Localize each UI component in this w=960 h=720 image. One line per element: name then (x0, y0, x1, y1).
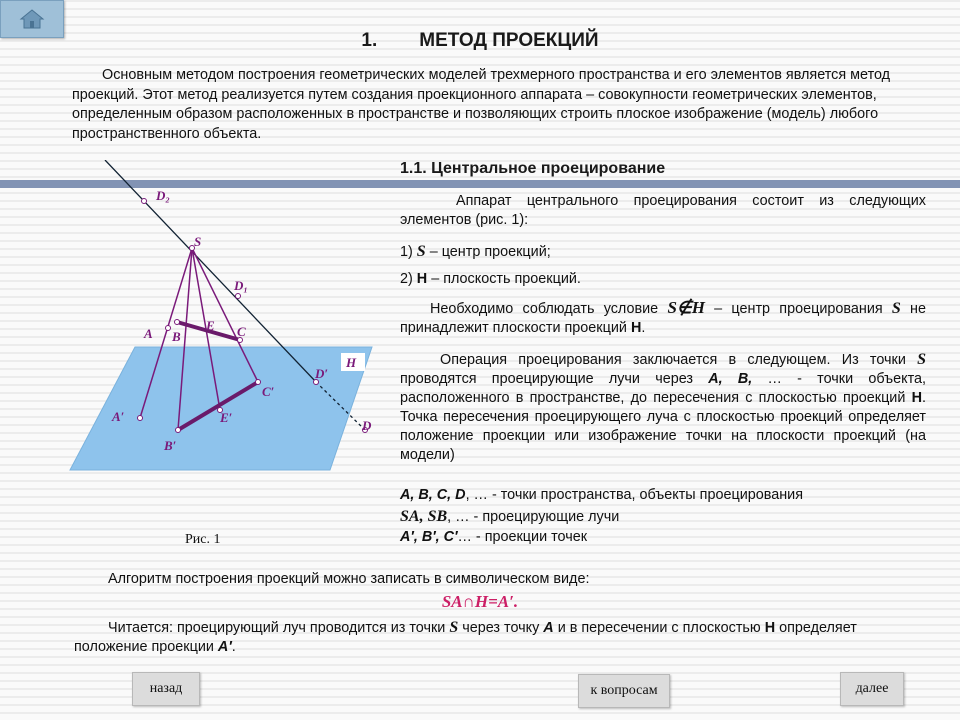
point-b1 (176, 428, 181, 433)
label-c1: C′ (262, 384, 275, 399)
legend-rays: SA, SB, … - проецирующие лучи (400, 508, 620, 525)
reading-paragraph: Читается: проецирующий луч проводится из точки S через точку A и в пересечении с плоскостью H определяет положение проекции A′. (74, 619, 857, 655)
label-a: A (144, 326, 153, 341)
legend-projections: A′, B′, C′… - проекции точек (400, 529, 588, 545)
projection-formula: SA∩H=A′. (441, 592, 519, 611)
label-a1: A′ (112, 409, 125, 424)
point-a (166, 326, 171, 331)
projection-figure (60, 160, 390, 490)
list-item-center: 1) S – центр проекций; (400, 243, 551, 260)
questions-button[interactable]: к вопросам (578, 674, 670, 708)
figure-caption: Рис. 1 (185, 532, 221, 547)
label-e1: E′ (220, 410, 233, 425)
page-title: 1. МЕТОД ПРОЕКЦИЙ (361, 30, 599, 51)
label-d2: D₂ (156, 188, 170, 203)
operation-paragraph: Операция проецирования заключается в следующем. Из точки S проводятся проецирующие лучи через A, B, … - точки объекта, расположенного в пространстве, до пересечения с плоскостью проекций H. Точка пересечения проецирующего луча с плоскостью проекций определяет положение проекции или изображение точки на плоскости проекций (на модели) (400, 351, 926, 463)
condition-paragraph: Необходимо соблюдать условие S∉H – центр проецирования S не принадлежит плоскости проекций H. (400, 298, 927, 336)
label-s: S (194, 234, 202, 249)
apparatus-paragraph: Аппарат центрального проецирования состоит из следующих элементов (рис. 1): (400, 193, 926, 228)
home-icon (19, 8, 45, 30)
label-d: D (362, 418, 372, 433)
label-b1: B′ (164, 438, 177, 453)
next-button[interactable]: далее (840, 672, 904, 706)
point-d2 (142, 199, 147, 204)
point-a1 (138, 416, 143, 421)
label-d1p: D′ (315, 366, 329, 381)
back-button[interactable]: назад (132, 672, 200, 706)
intro-paragraph: Основным методом построения геометрических моделей трехмерного пространства и его элементов является метод проекций. Этот метод реализуется путем создания проекционного аппарата – совокупности геометрических элементов, определенным образом расположенных в пространстве и позволяющих строить плоское изображение (модель) любого пространственного объекта. (72, 67, 891, 142)
label-d1: D₁ (234, 278, 248, 293)
label-b: B (172, 329, 181, 344)
label-e: E (206, 318, 215, 333)
legend-points: A, B, C, D, … - точки пространства, объекты проецирования (400, 487, 804, 503)
point-b (175, 320, 180, 325)
point-c1 (256, 380, 261, 385)
label-h: H (346, 355, 357, 370)
list-item-plane: 2) H – плоскость проекций. (400, 271, 581, 287)
point-d1 (236, 294, 241, 299)
algorithm-text: Алгоритм построения проекций можно записать в символическом виде: (108, 571, 590, 587)
section-subtitle: 1.1. Центральное проецирование (400, 160, 666, 177)
label-c: C (237, 324, 246, 339)
